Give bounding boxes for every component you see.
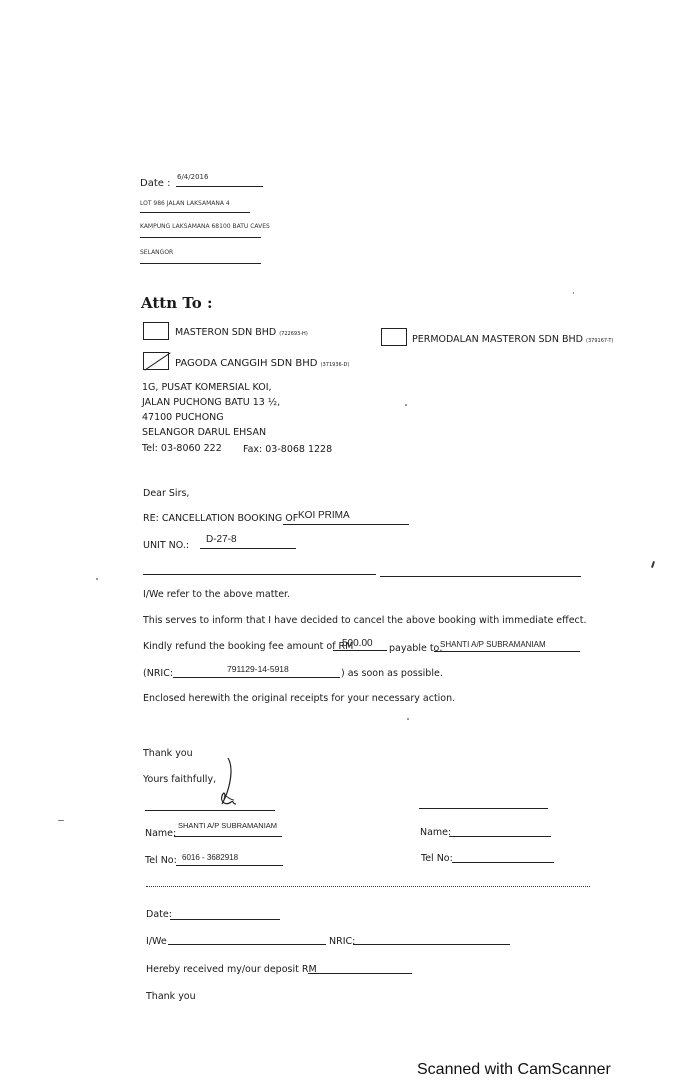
right-name-underline bbox=[449, 836, 551, 837]
left-name-value: SHANTI A/P SUBRAMANIAM bbox=[178, 821, 278, 830]
cut-line bbox=[146, 886, 590, 887]
refund-payee: SHANTI A/P SUBRAMANIAM bbox=[440, 640, 546, 649]
attn-address-4: SELANGOR DARUL EHSAN bbox=[142, 427, 267, 438]
scan-speck bbox=[651, 561, 655, 568]
right-signature-line bbox=[419, 808, 548, 809]
unit-label: UNIT NO.: bbox=[143, 540, 190, 551]
left-tel-label: Tel No: bbox=[145, 855, 177, 866]
left-signature-line bbox=[145, 810, 275, 811]
receipt-date-label: Date: bbox=[146, 909, 172, 920]
nric-text-b: ) as soon as possible. bbox=[341, 668, 443, 679]
right-tel-underline bbox=[452, 862, 554, 863]
date-underline bbox=[176, 186, 263, 187]
refund-amount: 500.00 bbox=[342, 638, 373, 649]
nric-underline bbox=[173, 677, 340, 678]
right-name-label: Name: bbox=[420, 827, 452, 838]
option-permodalan-masteron bbox=[412, 334, 613, 345]
option-pagoda-name: PAGODA CANGGIH SDN BHD bbox=[175, 358, 318, 369]
attn-address-1: 1G, PUSAT KOMERSIAL KOI, bbox=[142, 382, 272, 393]
address-underline-3 bbox=[140, 263, 261, 264]
refund-amount-underline bbox=[333, 650, 387, 651]
paragraph-inform: This serves to inform that I have decided to cancel the above booking with immediate effect. bbox=[143, 615, 587, 626]
refund-text-a: Kindly refund the booking fee amount of RM bbox=[143, 641, 354, 652]
unit-underline bbox=[200, 548, 296, 549]
right-tel-label: Tel No: bbox=[421, 853, 453, 864]
re-rule-left bbox=[143, 574, 376, 575]
checkbox-permodalan-masteron[interactable] bbox=[381, 328, 407, 346]
receipt-cut-text: Thank you bbox=[146, 991, 196, 1002]
option-masteron-reg: (722693-H) bbox=[279, 331, 308, 337]
thank-you: Thank you bbox=[143, 748, 193, 759]
checkbox-masteron[interactable] bbox=[143, 322, 169, 340]
attn-address-3: 47100 PUCHONG bbox=[142, 412, 224, 423]
salutation: Dear Sirs, bbox=[143, 488, 190, 499]
re-label: RE: CANCELLATION BOOKING OF bbox=[143, 513, 299, 524]
attn-address-2: JALAN PUCHONG BATU 13 ½, bbox=[142, 397, 281, 408]
receipt-nric-underline bbox=[353, 944, 510, 945]
left-tel-underline bbox=[176, 865, 283, 866]
yours-faithfully: Yours faithfully, bbox=[143, 774, 217, 785]
date-label: Date : bbox=[140, 178, 171, 189]
scan-speck bbox=[96, 578, 98, 580]
receipt-nric-label: NRIC: bbox=[329, 936, 356, 947]
signature-image bbox=[212, 756, 242, 812]
option-pagoda-reg: (371936-D) bbox=[320, 362, 350, 368]
address-line-2: KAMPUNG LAKSAMANA 68100 BATU CAVES bbox=[140, 223, 270, 230]
scan-speck bbox=[573, 292, 574, 294]
option-permodalan-name: PERMODALAN MASTERON SDN BHD bbox=[412, 334, 583, 345]
unit-value: D-27-8 bbox=[206, 534, 237, 545]
paragraph-refer: I/We refer to the above matter. bbox=[143, 589, 291, 600]
option-masteron bbox=[175, 327, 308, 338]
address-line-3: SELANGOR bbox=[140, 249, 174, 256]
date-value: 6/4/2016 bbox=[177, 173, 209, 181]
scan-speck bbox=[405, 404, 407, 406]
re-rule-right bbox=[380, 576, 581, 577]
attn-tel: Tel: 03-8060 222 bbox=[142, 443, 222, 454]
address-underline-1 bbox=[140, 212, 250, 213]
left-name-label: Name: bbox=[145, 828, 177, 839]
receipt-iwe-label: I/We bbox=[146, 936, 167, 947]
option-permodalan-reg: (379167-T) bbox=[586, 338, 614, 344]
scan-speck bbox=[58, 820, 64, 821]
address-underline-2 bbox=[140, 237, 261, 238]
camscanner-watermark: Scanned with CamScanner bbox=[417, 1061, 611, 1078]
receipt-iwe-underline bbox=[168, 944, 326, 945]
receipt-received-label: Hereby received my/our deposit RM bbox=[146, 964, 317, 975]
refund-text-b: payable to, bbox=[389, 643, 443, 654]
address-line-1: LOT 986 JALAN LAKSAMANA 4 bbox=[140, 200, 230, 207]
attn-fax: Fax: 03-8068 1228 bbox=[243, 444, 333, 455]
paragraph-enclosed: Enclosed herewith the original receipts for your necessary action. bbox=[143, 693, 456, 704]
left-name-underline bbox=[174, 836, 282, 837]
nric-value: 791129-14-5918 bbox=[227, 664, 289, 674]
nric-text-a: (NRIC: bbox=[143, 668, 174, 679]
option-masteron-name: MASTERON SDN BHD bbox=[175, 327, 277, 338]
checkbox-pagoda-canggih[interactable] bbox=[143, 352, 169, 370]
receipt-amount-underline bbox=[308, 973, 412, 974]
attn-title: Attn To : bbox=[141, 294, 213, 312]
refund-payee-underline bbox=[434, 651, 580, 652]
left-tel-value: 6016 - 3682918 bbox=[182, 853, 239, 862]
re-value: KOI PRIMA bbox=[298, 510, 350, 521]
re-underline bbox=[283, 524, 409, 525]
scan-speck bbox=[407, 718, 409, 720]
option-pagoda-canggih bbox=[175, 358, 349, 369]
receipt-date-underline bbox=[170, 919, 280, 920]
